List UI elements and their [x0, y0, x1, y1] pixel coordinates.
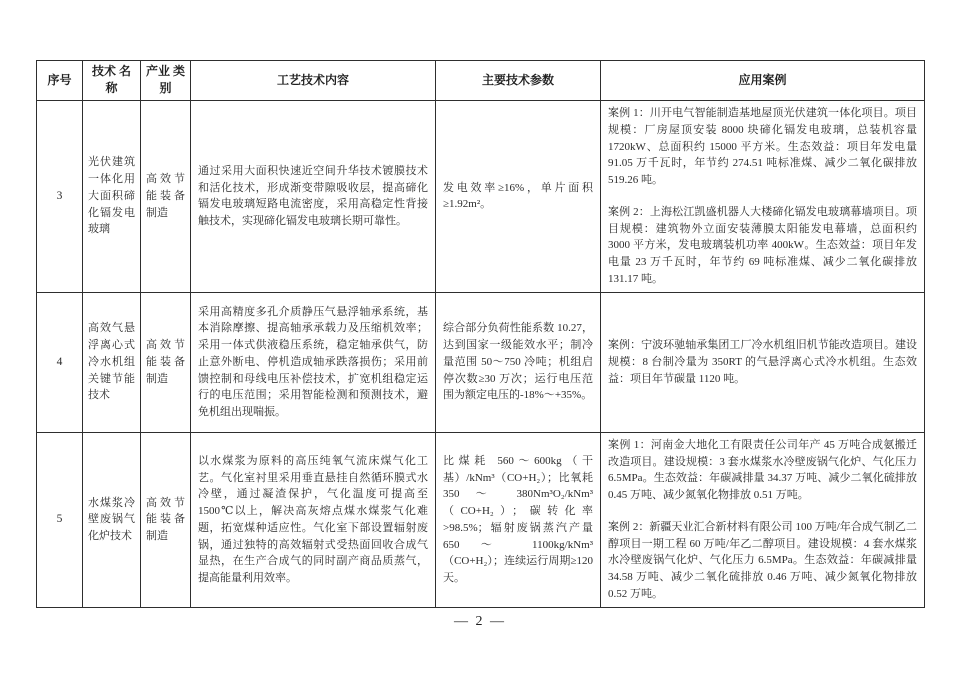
table-row [37, 100, 925, 292]
tech-name-cell [83, 100, 141, 292]
industry-category-text: 高效节能装备制造 [146, 496, 185, 543]
page-number: — 2 — [454, 614, 506, 629]
parameters-cell [436, 292, 601, 432]
industry-category-cell [141, 292, 191, 432]
row-serial-number: 5 [37, 432, 83, 607]
process-content-text: 通过采用大面积快速近空间升华技术镀膜技术和活化技术，形成渐变带隙吸收层，提高碲化镉发电玻璃短路电流密度，采用高稳定性背接触技术，实现碲化镉发电玻璃长期可靠性。 [198, 164, 428, 227]
parameters-cell [436, 432, 601, 607]
parameters-text: 发电效率≥16%，单片面积≥1.92m²。 [443, 181, 593, 211]
table-row [37, 432, 925, 607]
cases-cell [601, 100, 925, 292]
column-header-industry-category: 产业 类别 [141, 61, 191, 101]
column-header-application-cases: 应用案例 [601, 61, 925, 101]
tech-name-text: 水煤浆冷壁废锅气化炉技术 [88, 496, 135, 543]
column-header-main-parameters: 主要技术参数 [436, 61, 601, 101]
cases-cell [601, 292, 925, 432]
row-serial-number: 4 [37, 292, 83, 432]
process-content-text: 以水煤浆为原料的高压纯氧气流床煤气化工艺。气化室衬里采用垂直悬挂自然循环膜式水冷壁，通过凝渣保护，气化温度可提高至 1500℃以上，解决高灰熔点煤水煤浆气化难题，拓宽煤种适应性。气化室下部设置辐射废锅，通过独特的高效辐射式受热面回收合成气显热，在生产合成气的同时副产商品质蒸气，提高能量利用效率。 [198, 454, 428, 584]
process-content-text: 采用高精度多孔介质静压气悬浮轴承系统，基本消除摩擦、提高轴承承载力及压缩机效率；采用一体式供液稳压系统，稳定轴承供气，防止意外断电、停机造成轴承跌落损伤；采用前馈控制和母线电压补偿技术，扩宽机组稳定运行的电压范围；采用智能检测和预测技术，避免机组出现喘振。 [198, 305, 428, 419]
process-content-cell [191, 432, 436, 607]
column-header-tech-name: 技术 名称 [83, 61, 141, 101]
column-header-serial: 序号 [37, 61, 83, 101]
tech-name-text: 光伏建筑一体化用大面积碲化镉发电玻璃 [88, 156, 135, 236]
table-row [37, 292, 925, 432]
case-paragraph: 案例 2：新疆天业汇合新材料有限公司 100 万吨/年合成气制乙二醇项目一期工程 60 万吨/年乙二醇项目。建设规模：4 套水煤浆水冷壁废锅气化炉、气化压力 6.5MPa。生态效益：年碳减排量 34.58 万吨、减少二氧化硫排放 0.46 万吨、减少氮氧化物排放 0.52 万吨。 [608, 520, 917, 600]
case-paragraph: 案例 1：川开电气智能制造基地屋顶光伏建筑一体化项目。项目规模：厂房屋顶安装 8000 块碲化镉发电玻璃，总装机容量 1720kW、总面积约 15000 平方米。生态效益：项目年发电量 91.05 万千瓦时，年节约 274.51 吨标准煤、减少二氧化碳排放 519.26 吨。 [608, 107, 917, 187]
industry-category-text: 高效节能装备制造 [146, 173, 185, 219]
tech-name-text: 高效气悬浮离心式冷水机组关键节能技术 [88, 322, 135, 402]
case-paragraph: 案例 1：河南金大地化工有限责任公司年产 45 万吨合成氨搬迁改造项目。建设规模：3 套水煤浆水冷壁废锅气化炉、气化压力 6.5MPa。生态效益：年碳减排量 34.37 万吨、减少二氧化硫排放 0.45 万吨、减少氮氧化物排放 0.51 万吨。 [608, 439, 917, 502]
parameters-text: 综合部分负荷性能系数 10.27，达到国家一级能效水平；制冷量范围 50～750 冷吨；机组启停次数≥30 万次；运行电压范围为额定电压的-18%～+35%。 [443, 322, 593, 402]
tech-name-cell [83, 432, 141, 607]
parameters-text: 比煤耗 560～600kg（干基）/kNm³（CO+H₂）；比氧耗 350 ～ 380Nm³O₂/kNm³（CO+H₂）；碳转化率>98.5%；辐射废锅蒸汽产量 650 ～ 1100kg/kNm³（CO+H₂）；连续运行周期≥120 天。 [443, 454, 593, 584]
row-serial-number: 3 [37, 100, 83, 292]
cases-cell [601, 432, 925, 607]
process-content-cell [191, 292, 436, 432]
industry-category-cell [141, 100, 191, 292]
table-header-row [37, 61, 925, 101]
case-paragraph: 案例：宁波环驰轴承集团工厂冷水机组旧机节能改造项目。建设规模：8 台制冷量为 350RT 的气悬浮离心式冷水机组。生态效益：项目年节碳量 1120 吨。 [608, 339, 917, 385]
tech-name-cell [83, 292, 141, 432]
process-content-cell [191, 100, 436, 292]
technology-table [36, 60, 925, 608]
industry-category-text: 高效节能装备制造 [146, 339, 185, 385]
industry-category-cell [141, 432, 191, 607]
parameters-cell [436, 100, 601, 292]
column-header-process-content: 工艺技术内容 [191, 61, 436, 101]
case-paragraph: 案例 2：上海松江凯盛机器人大楼碲化镉发电玻璃幕墙项目。项目规模：建筑物外立面安装薄膜太阳能发电幕墙，总面积约 3000 平方米，发电玻璃装机功率 400kW。生态效益：项目年发电量 23 万千瓦时，年节约 69 吨标准煤、减少二氧化碳排放 131.17 吨。 [608, 205, 917, 285]
